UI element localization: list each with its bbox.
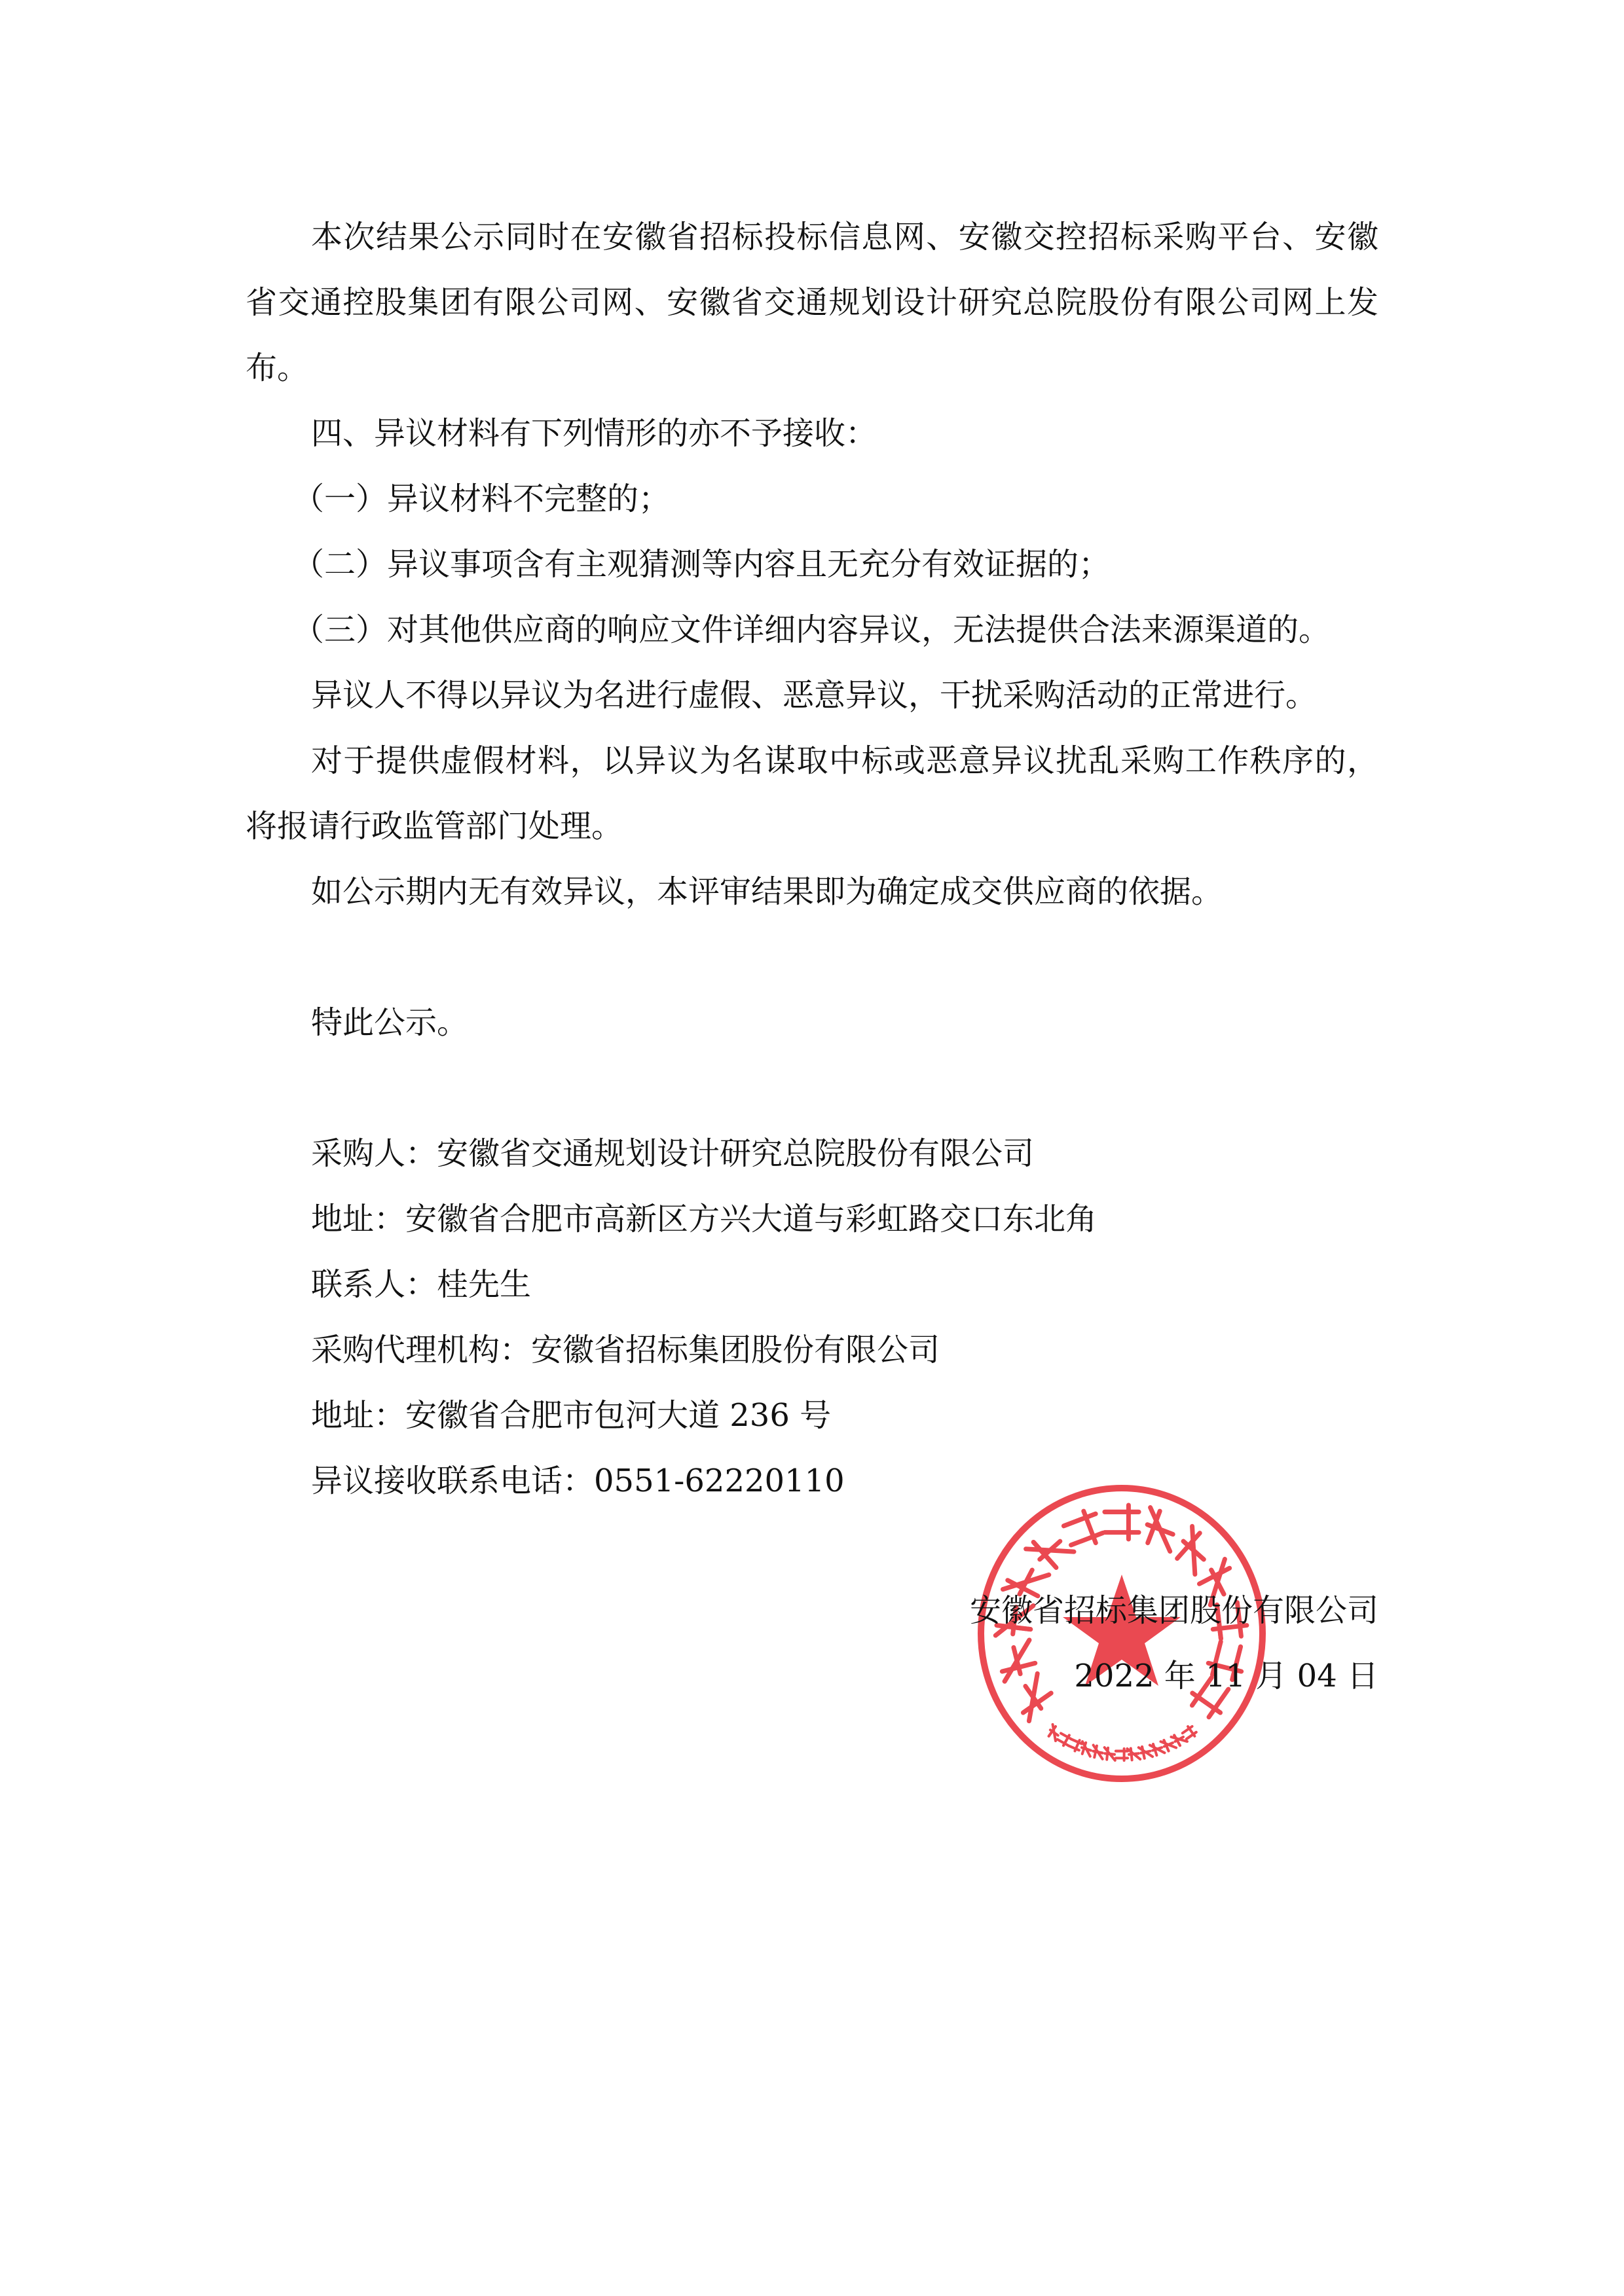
seal-glyph-mark <box>1105 1505 1139 1539</box>
contact-person: 联系人：桂先生 <box>311 1266 532 1303</box>
list-item-3: （三）对其他供应商的响应文件详细内容异议，无法提供合法来源渠道的。 <box>293 611 1331 648</box>
seal-code-mark <box>1160 1737 1176 1753</box>
purchaser-address: 地址：安徽省合肥市高新区方兴大道与彩虹路交口东北角 <box>311 1201 1098 1237</box>
seal-code-mark <box>1091 1745 1105 1759</box>
no-false-objection-paragraph: 异议人不得以异议为名进行虚假、恶意异议，干扰采购活动的正常进行。 <box>311 677 1318 714</box>
list-item-1: （一）异议材料不完整的； <box>293 481 671 517</box>
seal-code-mark <box>1139 1745 1153 1759</box>
list-item-2: （二）异议事项含有主观猜测等内容且无充分有效证据的； <box>293 546 1111 583</box>
objection-phone: 异议接收联系电话：0551-62220110 <box>311 1463 845 1499</box>
seal-code-mark <box>1181 1724 1198 1741</box>
signature-company: 安徽省招标集团股份有限公司 <box>969 1592 1378 1629</box>
procurement-agency: 采购代理机构：安徽省招标集团股份有限公司 <box>311 1332 940 1368</box>
section-4-heading: 四、异议材料有下列情形的亦不予接收： <box>311 415 877 452</box>
seal-glyph-mark <box>1170 1526 1217 1574</box>
valid-paragraph: 如公示期内无有效异议，本评审结果即为确定成交供应商的依据。 <box>311 873 1223 910</box>
seal-code-mark <box>1127 1747 1140 1760</box>
penalty-paragraph: 对于提供虚假材料，以异议为名谋取中标或恶意异议扰乱采购工作秩序的，将报请行政监管部门处理。 <box>246 742 1378 845</box>
seal-code-mark <box>1116 1749 1128 1760</box>
purchaser: 采购人：安徽省交通规划设计研究总院股份有限公司 <box>311 1135 1035 1172</box>
closing-text: 特此公示。 <box>311 1004 469 1041</box>
seal-code-mark <box>1103 1747 1116 1760</box>
seal-glyph-mark <box>1138 1508 1182 1552</box>
publish-paragraph: 本次结果公示同时在安徽省招标投标信息网、安徽交控招标采购平台、安徽省交通控股集团有限公司网、安徽省交通规划设计研究总院股份有限公司网上发布。 <box>246 219 1378 386</box>
agency-address: 地址：安徽省合肥市包河大道 236 号 <box>311 1397 832 1434</box>
document-body <box>246 204 1378 1514</box>
seal-glyph-mark <box>1061 1508 1105 1552</box>
seal-code-mark <box>1171 1731 1187 1747</box>
signature-block <box>970 1578 1378 1709</box>
signature-date: 2022 年 11 月 04 日 <box>1074 1658 1378 1694</box>
seal-glyph-mark <box>1026 1526 1074 1574</box>
seal-code-mark <box>1150 1741 1165 1757</box>
